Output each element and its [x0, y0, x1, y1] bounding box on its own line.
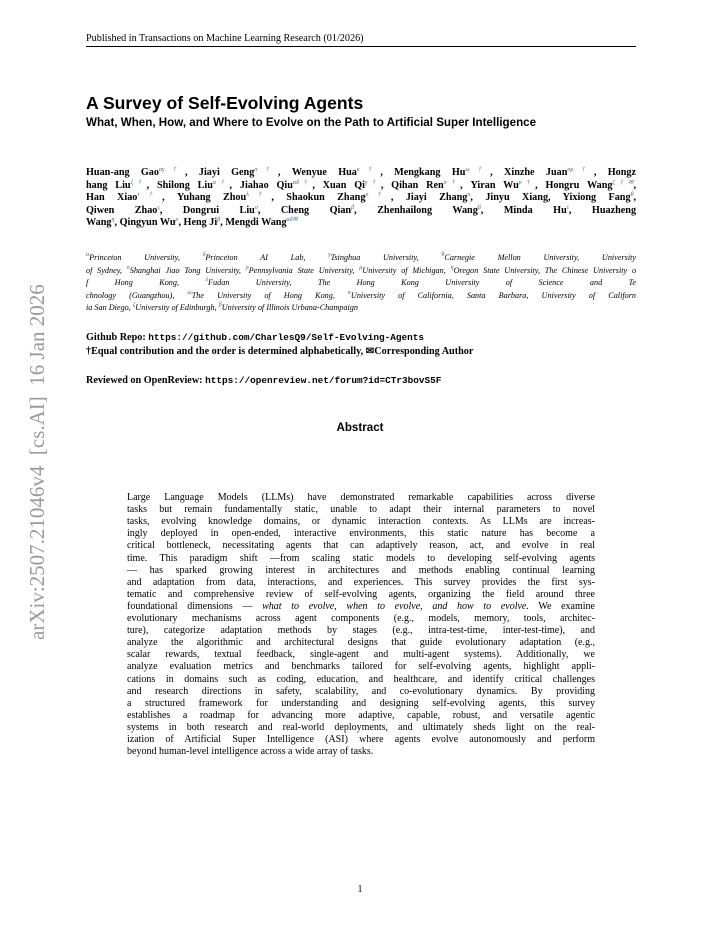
affiliation-marker: α†: [254, 167, 278, 173]
affiliation-marker: ρ†: [518, 179, 536, 186]
author-name: Jiayi Zhang$^\pi$,: [405, 192, 473, 203]
arxiv-stamp: [12, 240, 56, 640]
author-name: Heng $Ji^\beta$,: [183, 217, 223, 228]
affiliation-marker: σ: [254, 204, 258, 211]
author-name: Jinyu Xiang,: [485, 192, 551, 203]
abstract-line: ture), categorize adaptation methods by stages (e.g., intra-test-time, inter-test-time), and: [127, 625, 595, 637]
affiliation-entry: ia San Diego,: [86, 303, 131, 312]
affiliation-marker: ρ: [245, 264, 249, 271]
affiliation-marker: θ: [630, 192, 634, 198]
contribution-note: †Equal contribution and the order is determined alphabetically, ✉Corresponding Author: [86, 346, 474, 357]
affiliation-marker: λ: [205, 277, 209, 283]
affiliation-marker: αγ†: [159, 167, 186, 173]
abstract-line: and adaptation from data, interactions, and experiences. This survey provides the first sys-: [127, 576, 595, 588]
abstract-heading: Abstract: [336, 421, 384, 434]
affiliation-entry: chnology (Guangzhou),: [86, 290, 175, 300]
affiliation-marker: β: [351, 204, 355, 211]
affiliation-entry: $^\rho$Pennsylvania State University,: [245, 264, 355, 275]
author-name: Yixiong Fang$^\theta$,: [562, 192, 637, 203]
affiliation-entry: University of Californ: [541, 290, 636, 300]
affiliation-entry: $^\kappa$University of California, Santa Barbara,: [348, 289, 529, 300]
author-name: Yiran $Wu^{\rho\dagger}$,: [470, 179, 538, 191]
affiliation-entry: $^\zeta$University of Edinburgh,: [132, 302, 217, 312]
author-line: [86, 214, 298, 229]
affiliation-marker: α†: [212, 179, 230, 186]
abstract-line: time. This paradigm shift —from scaling static models to developing self-evolving agents: [127, 552, 595, 564]
abstract-line: and research directions in safety, scalability, and co-evolutionary dynamics. By providing: [127, 685, 595, 697]
affiliation-entry: University: [601, 253, 637, 262]
affiliation-marker: η: [450, 264, 454, 271]
affiliation-entry: $^\alpha$Princeton University,: [86, 252, 180, 262]
abstract-line: Large Language Models (LLMs) have demonstrated remarkable capabilities across diverse: [127, 492, 595, 503]
abstract-line: scalar rewards, textual feedback, single-agent and multi-agent systems). Additionally, we: [127, 649, 595, 661]
affiliation-marker: ξ†: [130, 179, 147, 186]
abstract-line: analyze the algorithmic and architectural designs that guide evolutionary adaptation (e.g.,: [127, 637, 595, 649]
affiliation-entry: $^\delta$Princeton AI Lab,: [202, 252, 306, 262]
github-link[interactable]: https://github.com/CharlesQ9/Self-Evolving-Agents: [148, 332, 424, 343]
affiliation-entry: $^\eta$Oregon State University,: [450, 264, 540, 275]
arxiv-stamp-text: arXiv:2507.21046v4 [cs.AI] 16 Jan 2026: [25, 284, 49, 640]
affiliation-entry: $^\mu$University of Michigan,: [359, 264, 446, 275]
abstract-line: cations in domains such as coding, education, and healthcare, and identify critical challenges: [127, 673, 595, 685]
author-name: Qiwen Zhao$^\varsigma$,: [86, 204, 163, 216]
openreview: [86, 375, 441, 386]
affiliation-marker: μ: [359, 264, 363, 271]
openreview-link[interactable]: https://openreview.net/forum?id=CTr3bovS5F: [205, 375, 442, 386]
affiliation-entry: $^\sigma$Shanghai Jiao Tong University,: [126, 264, 241, 275]
affiliation-marker: α: [86, 252, 90, 258]
abstract-line: evolutionary mechanisms across agent components (e.g., models, memory, tools, architec-: [127, 613, 595, 624]
affiliation-marker: τ: [566, 204, 569, 211]
affiliation-line: [86, 299, 636, 314]
author-name: Wang$^\eta$,: [86, 217, 118, 228]
affiliation-marker: ω: [187, 289, 192, 296]
paper-title: A Survey of Self-Evolving Agents: [86, 93, 364, 113]
affiliation-marker: λ†: [246, 192, 272, 198]
author-name: Jiayi Geng$^{\alpha\dagger}$,: [198, 167, 281, 178]
author-name: Xinzhe Juan$^{\sigma\mu\dagger}$,: [504, 167, 597, 178]
running-header: Published in Transactions on Machine Learning Research (01/2026): [86, 33, 364, 44]
author-name: Shaokun Zhang$^{\rho\dagger}$,: [286, 192, 394, 203]
author-name: Jiahao Qiu$^{\alpha\delta\dagger}$,: [239, 179, 315, 191]
affiliation-marker: ρ†: [365, 192, 391, 198]
affiliation-marker: ω†: [465, 167, 491, 173]
affiliation-marker: ρ: [175, 217, 179, 223]
affiliation-marker: θ: [441, 252, 445, 258]
abstract-emphasis: what to evolve, when to evolve, and how to evolve.: [262, 600, 529, 612]
author-name: Yuhang Zhou$^{\lambda\dagger}$,: [177, 192, 274, 203]
affiliation-entry: of Sydney,: [86, 265, 122, 275]
affiliation-marker: σ: [126, 264, 130, 271]
abstract-line: beyond human-level intelligence across a wide array of tasks.: [127, 746, 374, 758]
affiliation-marker: δ: [202, 252, 206, 258]
openreview-label: Reviewed on OpenReview:: [86, 375, 203, 386]
affiliation-marker: σ†: [443, 179, 461, 186]
abstract-line-start: foundational dimensions —: [127, 600, 263, 612]
author-name: hang Liu$^{\xi\dagger}$,: [86, 179, 150, 191]
author-name: Shilong Liu$^{\alpha\dagger}$,: [156, 179, 233, 191]
affiliation-marker: αδ†: [292, 179, 313, 186]
abstract-line: critical bottleneck, necessitating agents that can adaptively reason, act, and evolve in real: [127, 540, 595, 552]
author-name: Mengdi Wang$^{\alpha\delta✉}$: [225, 217, 298, 228]
abstract-line: tasks, evolving knowledge domains, or dynamic interaction contexts. As LLMs are increas-: [127, 516, 595, 528]
abstract-line-end: We examine: [528, 600, 595, 612]
author-name: Wenyue Hua$^{\kappa\dagger}$,: [291, 167, 383, 178]
abstract-line: tasks but remain fundamentally static, unable to adapt their internal parameters to novel: [127, 504, 595, 516]
abstract-line: systems in both research and real-world deployments, and ultimately sheds light on the real-: [127, 721, 595, 733]
author-name: Qihan Ren$^{\sigma\dagger}$,: [391, 179, 463, 191]
paper-subtitle: What, When, How, and Where to Evolve on the Path to Artificial Super Intelligence: [86, 116, 537, 129]
affiliation-marker: β: [217, 217, 221, 223]
author-name: Han Xiao$^{\tau\dagger}$,: [86, 192, 165, 203]
affiliation-marker: π: [467, 192, 471, 198]
abstract-line: ization of Artificial Super Intelligence (ASI) where agents evolve autonomously and perform: [127, 734, 595, 745]
affiliation-marker: ζ†✉: [612, 179, 634, 186]
affiliation-entry: $^\omega$The University of Hong Kong,: [187, 289, 335, 300]
author-name: Minda $Hu^\tau$,: [503, 204, 572, 216]
author-name: Cheng Qian$^\beta$,: [280, 204, 357, 216]
author-name: Xuan $Qi^{\gamma\dagger}$,: [322, 179, 384, 191]
affiliation-marker: κ: [348, 289, 351, 296]
author-name: Mengkang $Hu^{\omega\dagger}$,: [394, 167, 493, 178]
affiliation-marker: η: [111, 217, 115, 223]
page-number: 1: [357, 884, 363, 895]
abstract-line: establishes a roadmap for advancing more adaptive, capable, robust, and versatile agentic: [127, 709, 595, 721]
affiliation-entry: $^\theta$Carnegie Mellon University,: [441, 252, 580, 262]
affiliation-entry: The Chinese University o: [544, 265, 637, 275]
affiliation-marker: β: [218, 302, 222, 308]
author-name: Hongru Wang$^{\zeta\dagger✉}$,: [545, 179, 637, 191]
author-name: Dongrui Liu$^\sigma$,: [182, 204, 261, 216]
affiliation-entry: f Hong Kong,: [86, 278, 180, 287]
abstract-line: — has sparked growing interest in architectures and methods enabling continual learning: [127, 564, 595, 576]
abstract-line: a structured framework for understanding and designing self-evolving agents, this survey: [127, 697, 595, 709]
affiliation-marker: ς: [157, 204, 160, 211]
author-name: Huan-ang Gao$^{\alpha\gamma\dagger}$,: [86, 167, 188, 178]
author-name: Qingyun $Wu^\rho$,: [119, 217, 181, 228]
abstract-line: ingly deployed in open-ended, interactive environments, this static nature has become a: [127, 528, 595, 540]
affiliation-entry: $^\gamma$Tsinghua University,: [328, 252, 419, 262]
affiliation-marker: ζ: [132, 302, 136, 308]
author-name: Huazheng: [591, 204, 637, 216]
author-name: Hongz: [607, 167, 636, 178]
abstract-line: analyze evaluation metrics and benchmarks tailored for self-evolving agents, highlight appli-: [127, 661, 595, 673]
author-name: Zhenhailong Wang$^\beta$,: [377, 204, 484, 216]
abstract-line: tematic and comprehensive review of self-evolving agents, organizing the field around three: [127, 588, 595, 600]
github-repo: [86, 332, 424, 343]
affiliation-marker: τ†: [137, 192, 163, 198]
affiliation-marker: γ†: [364, 179, 381, 186]
affiliation-marker: γ: [328, 252, 331, 258]
affiliation-marker: κ†: [356, 167, 381, 173]
affiliation-marker: αδ✉: [286, 217, 298, 223]
github-label: Github Repo:: [86, 332, 146, 343]
affiliation-entry: The Hong Kong University of Science and Te: [317, 278, 637, 287]
affiliation-marker: σμ†: [567, 167, 594, 173]
affiliation-entry: $^\beta$University of Illinois Urbana-Champaign: [218, 302, 358, 312]
affiliation-marker: β: [477, 204, 481, 211]
affiliation-entry: $^\lambda$Fudan University,: [205, 277, 292, 287]
header-rule: [86, 46, 636, 47]
abstract-line: [127, 601, 595, 613]
